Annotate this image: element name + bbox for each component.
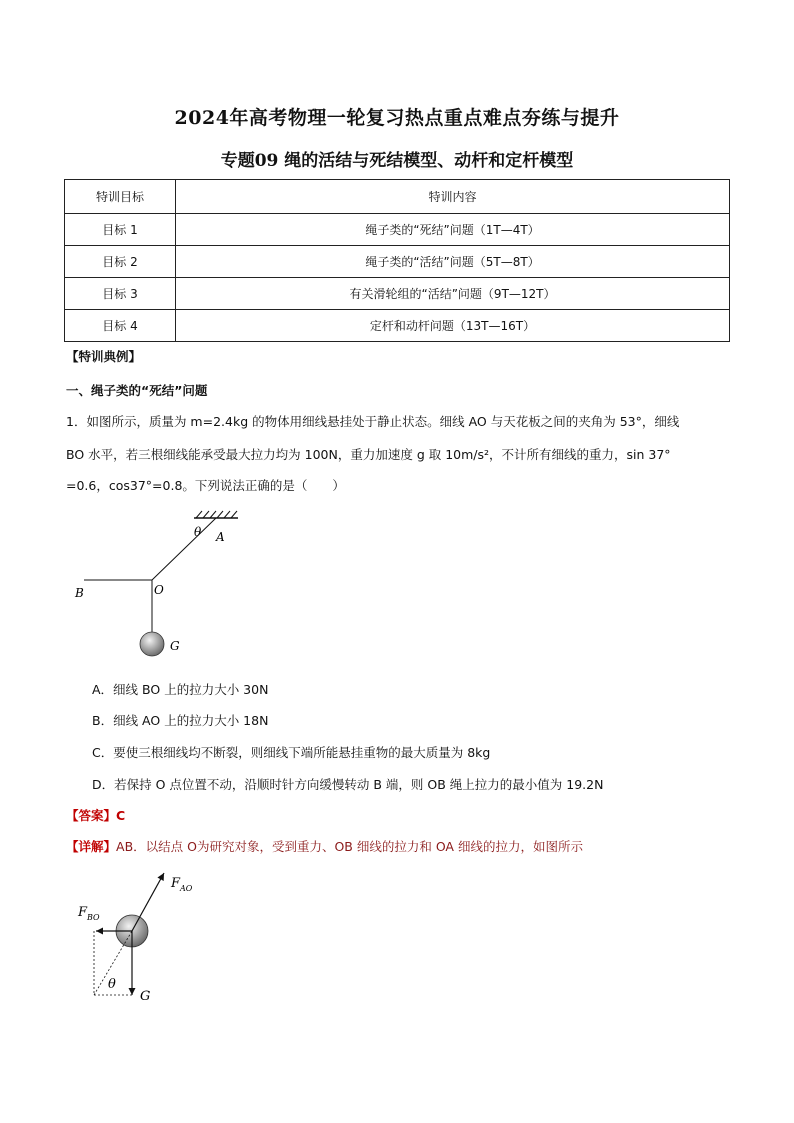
section-heading: 一、绳子类的“死结”问题 — [66, 383, 208, 398]
examples-label: 【特训典例】 — [66, 349, 142, 364]
option-a: A．细线 BO 上的拉力大小 30N — [92, 682, 269, 697]
weight-g-label: G — [170, 639, 180, 653]
point-o-label: O — [154, 583, 164, 597]
force-fao-arrow — [132, 873, 164, 931]
table-row — [65, 246, 730, 278]
table-cell-content: 绳子类的“活结”问题（5T—8T） — [176, 246, 730, 278]
option-b: B．细线 AO 上的拉力大小 18N — [92, 713, 269, 728]
fbo-subscript: BO — [87, 913, 100, 922]
answer-value: C — [116, 808, 126, 823]
detail-label: 【详解】 — [66, 839, 117, 854]
table-cell-content: 有关滑轮组的“活结”问题（9T—12T） — [176, 278, 730, 310]
g-label: G — [140, 989, 151, 1004]
answer-line — [66, 806, 125, 826]
point-a-label: A — [216, 530, 225, 544]
question-line-1: 1．如图所示，质量为 m=2.4kg 的物体用细线悬挂处于静止状态。细线 AO 与天花板之间的夹角为 53°，细线 — [66, 414, 680, 429]
table-cell-goal: 目标 2 — [65, 246, 176, 278]
table-header-goal: 特训目标 — [65, 180, 176, 214]
angle-theta-label: θ — [194, 525, 202, 539]
document-subtitle: 专题09 绳的活结与死结模型、动杆和定杆模型 — [220, 151, 574, 171]
table-header-row — [65, 180, 730, 214]
detail-text: AB．以结点 O为研究对象，受到重力、OB 细线的拉力和 OA 细线的拉力，如图所示 — [116, 839, 583, 854]
point-b-label: B — [75, 586, 84, 600]
detail-line — [66, 837, 583, 857]
force-diagram — [66, 865, 226, 1015]
document-title: 2024年高考物理一轮复习热点重点难点夯练与提升 — [174, 107, 620, 129]
option-d: D．若保持 O 点位置不动，沿顺时针方向缓慢转动 B 端，则 OB 绳上拉力的最小值为 19.2N — [92, 777, 604, 792]
table-cell-content: 定杆和动杆问题（13T—16T） — [176, 310, 730, 342]
fao-symbol: F — [171, 876, 181, 891]
table-cell-goal: 目标 4 — [65, 310, 176, 342]
fbo-symbol: F — [78, 905, 88, 920]
fbo-label — [77, 905, 100, 922]
answer-label: 【答案】 — [66, 808, 117, 823]
question-line-3: =0.6，cos37°=0.8。下列说法正确的是（ ） — [66, 478, 345, 493]
table-cell-goal: 目标 1 — [65, 214, 176, 246]
ceiling-hatching — [196, 511, 237, 518]
option-c: C．要使三根细线均不断裂，则细线下端所能悬挂重物的最大质量为 8kg — [92, 745, 491, 760]
weight-ball — [140, 632, 164, 656]
table-row — [65, 278, 730, 310]
table-header-content: 特训内容 — [176, 180, 730, 214]
hanging-mass-diagram — [66, 510, 266, 670]
fao-subscript: AO — [180, 884, 193, 893]
training-goals-table — [64, 179, 730, 342]
rope-ao — [152, 518, 216, 580]
question-line-2: BO 水平，若三根细线能承受最大拉力均为 100N，重力加速度 g 取 10m/s²，不计所有细线的重力，sin 37° — [66, 447, 671, 462]
table-row — [65, 310, 730, 342]
table-cell-goal: 目标 3 — [65, 278, 176, 310]
table-row — [65, 214, 730, 246]
theta-label: θ — [108, 977, 116, 992]
fao-label — [170, 876, 193, 893]
table-cell-content: 绳子类的“死结”问题（1T—4T） — [176, 214, 730, 246]
